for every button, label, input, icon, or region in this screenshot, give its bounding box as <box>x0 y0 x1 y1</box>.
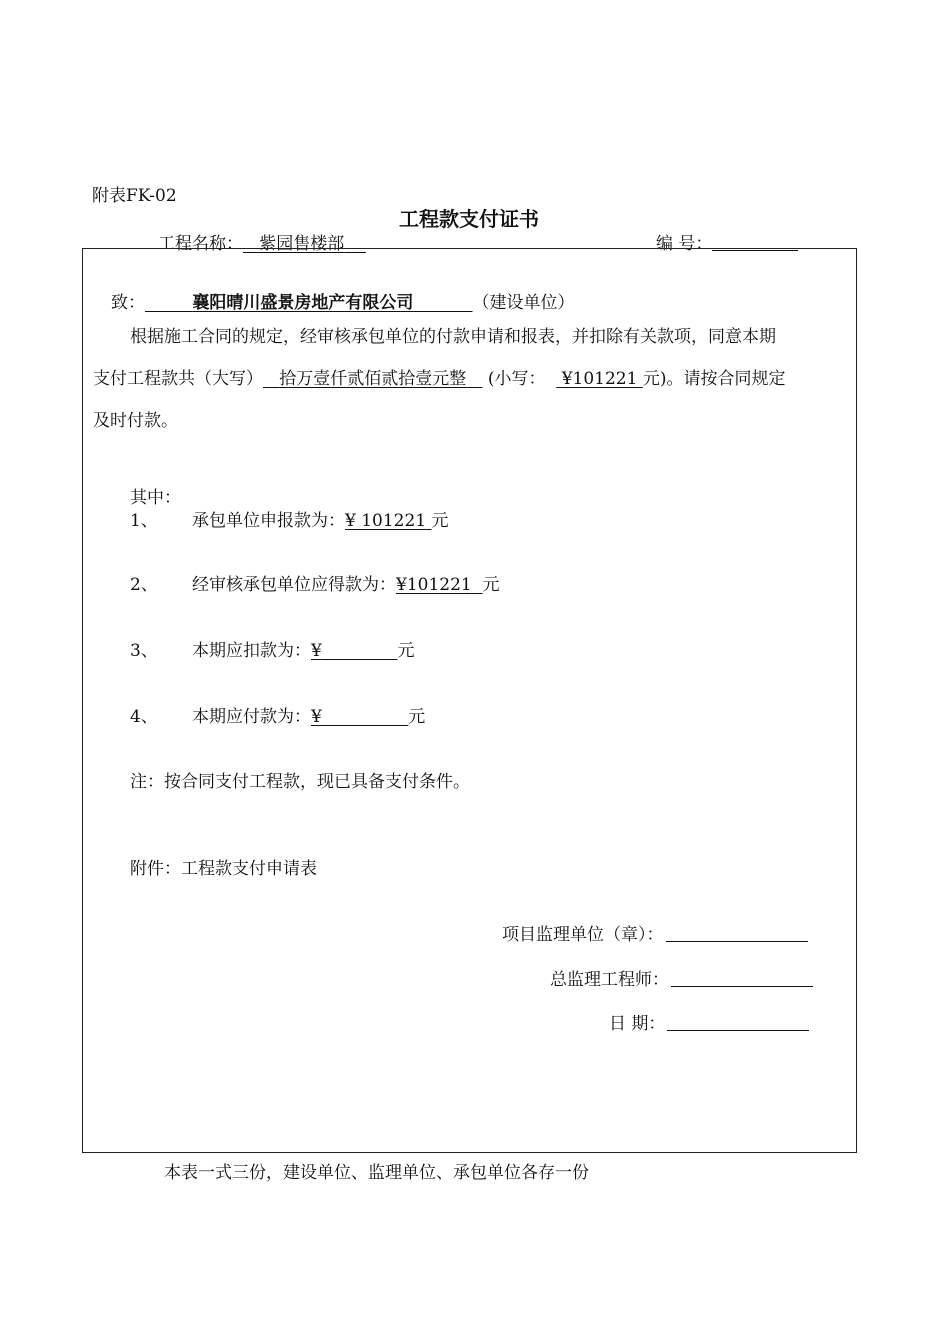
amount-in-figures: ¥101221 <box>561 369 638 389</box>
item-number: 1、 <box>130 511 158 531</box>
addressee-row <box>111 288 575 313</box>
item-number: 4、 <box>130 707 158 727</box>
small-amount-suffix: 元)。请按合同规定 <box>642 369 786 389</box>
addressee-label: 致： <box>111 293 145 313</box>
supervision-unit-label: 项目监理单位（章）： <box>502 925 664 945</box>
small-amount-label: (小写： <box>487 369 546 389</box>
chief-engineer-row <box>550 965 813 990</box>
item-label: 承包单位申报款为： <box>192 511 345 531</box>
chief-engineer-field[interactable] <box>671 970 813 987</box>
item-value[interactable]: ¥ <box>311 641 322 661</box>
addressee-company: 襄阳晴川盛景房地产有限公司 <box>192 293 414 313</box>
form-code: 附表FK-02 <box>92 186 177 206</box>
item-unit: 元 <box>482 575 500 595</box>
breakdown-label: 其中： <box>130 488 181 508</box>
chief-engineer-label: 总监理工程师： <box>550 970 669 990</box>
breakdown-item-3 <box>130 636 414 661</box>
supervision-unit-field[interactable] <box>666 925 808 942</box>
item-label: 经审核承包单位应得款为： <box>192 575 396 595</box>
breakdown-item-4 <box>130 702 425 727</box>
item-value: ¥101221 <box>396 575 472 595</box>
amount-in-words: 拾万壹仟贰佰贰拾壹元整 <box>279 369 467 389</box>
project-name-label: 工程名称： <box>158 234 243 254</box>
date-field[interactable] <box>667 1014 809 1031</box>
serial-number-label: 编 号： <box>656 234 713 254</box>
addressee-suffix: （建设单位） <box>472 293 575 313</box>
item-value: ¥ 101221 <box>345 511 427 531</box>
item-value[interactable]: ¥ <box>311 707 322 727</box>
item-label: 本期应付款为： <box>192 707 311 727</box>
item-label: 本期应扣款为： <box>192 641 311 661</box>
item-unit: 元 <box>397 641 415 661</box>
item-number: 3、 <box>130 641 158 661</box>
breakdown-item-1 <box>130 506 449 531</box>
supervision-unit-row <box>502 920 808 945</box>
project-name-value: 紫园售楼部 <box>259 234 345 254</box>
item-number: 2、 <box>130 575 158 595</box>
item-unit: 元 <box>431 511 449 531</box>
paragraph-line-2 <box>93 358 785 400</box>
item-unit: 元 <box>408 707 426 727</box>
paragraph-line-3: 及时付款。 <box>93 411 178 431</box>
date-row <box>609 1009 809 1034</box>
document-title: 工程款支付证书 <box>399 207 539 231</box>
paragraph-line-2-prefix: 支付工程款共（大写） <box>93 369 263 389</box>
date-label: 日 期： <box>609 1014 666 1034</box>
breakdown-item-2 <box>130 570 500 595</box>
copies-note: 本表一式三份，建设单位、监理单位、承包单位各存一份 <box>164 1163 589 1183</box>
attachment-note: 附件：工程款支付申请表 <box>130 859 317 879</box>
payment-note: 注：按合同支付工程款，现已具备支付条件。 <box>130 772 470 792</box>
paragraph-line-1: 根据施工合同的规定，经审核承包单位的付款申请和报表，并扣除有关款项，同意本期 <box>130 327 776 347</box>
